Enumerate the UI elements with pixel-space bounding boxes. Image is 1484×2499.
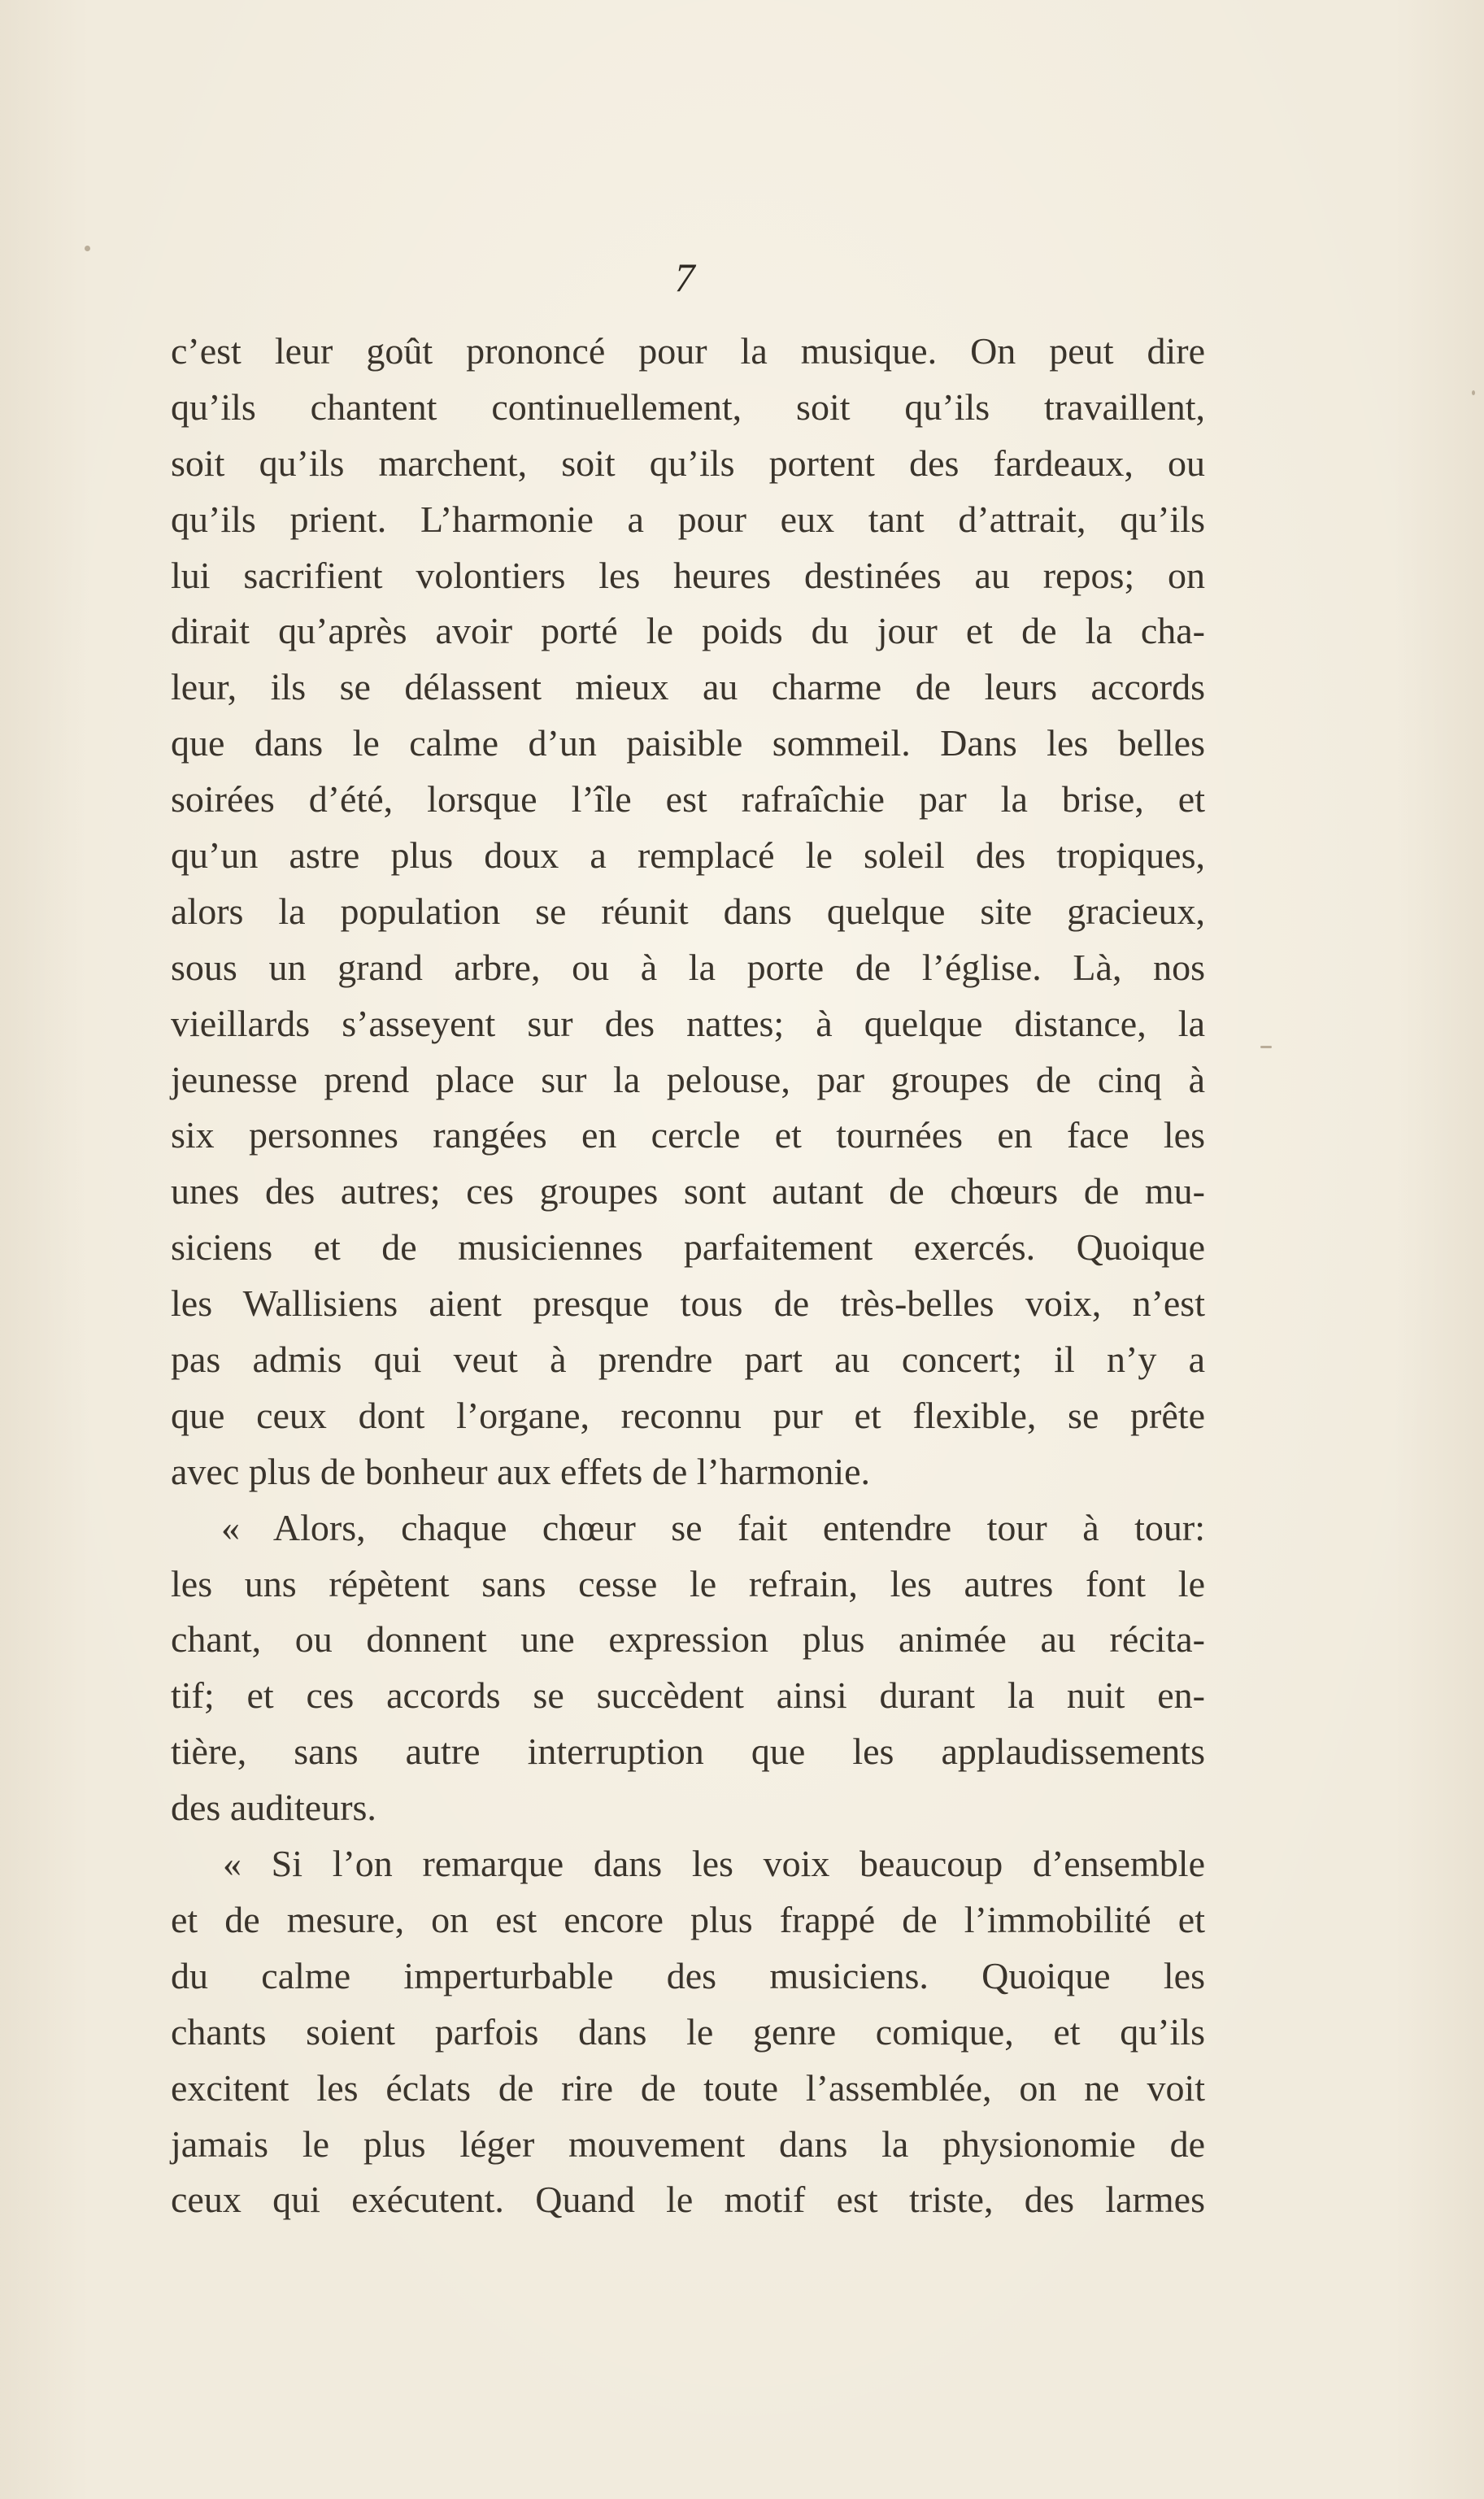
text-line: six personnes rangées en cercle et tournées en face les bbox=[171, 1114, 1205, 1156]
text-line: qu’un astre plus doux a remplacé le soleil des tropiques, bbox=[171, 834, 1205, 877]
text-line: jamais le plus léger mouvement dans la physionomie de bbox=[171, 2122, 1205, 2165]
text-line: c’est leur goût prononcé pour la musique. On peut dire bbox=[171, 330, 1205, 372]
text-line: tière, sans autre interruption que les applaudissements bbox=[171, 1731, 1205, 1773]
text-line: dirait qu’après avoir porté le poids du jour et de la cha- bbox=[171, 610, 1205, 652]
text-line: et de mesure, on est encore plus frappé de l’immobilité et bbox=[171, 1898, 1205, 1940]
text-line: alors la population se réunit dans quelque site gracieux, bbox=[171, 890, 1205, 932]
page-number: 7 bbox=[674, 255, 695, 300]
text-line: les Wallisiens aient presque tous de très-belles voix, n’est bbox=[171, 1282, 1205, 1325]
text-line: leur, ils se délassent mieux au charme de leurs accords bbox=[171, 666, 1205, 708]
text-line: soirées d’été, lorsque l’île est rafraîchie par la brise, et bbox=[171, 778, 1205, 821]
text-line: chant, ou donnent une expression plus animée au récita- bbox=[171, 1618, 1205, 1661]
paper-speck bbox=[1472, 390, 1475, 395]
text-line: qu’ils chantent continuellement, soit qu’ils travaillent, bbox=[171, 385, 1205, 428]
text-line: tif; et ces accords se succèdent ainsi durant la nuit en- bbox=[171, 1674, 1205, 1717]
text-line: ceux qui exécutent. Quand le motif est triste, des larmes bbox=[171, 2179, 1205, 2221]
text-line: du calme imperturbable des musiciens. Quoique les bbox=[171, 1954, 1205, 1996]
text-line: unes des autres; ces groupes sont autant de chœurs de mu- bbox=[171, 1170, 1205, 1212]
text-line: que ceux dont l’organe, reconnu pur et flexible, se prête bbox=[171, 1394, 1205, 1436]
text-line: soit qu’ils marchent, soit qu’ils portent des fardeaux, ou bbox=[171, 442, 1205, 484]
text-line: chants soient parfois dans le genre comique, et qu’ils bbox=[171, 2010, 1205, 2053]
text-line: pas admis qui veut à prendre part au concert; il n’y a bbox=[171, 1339, 1205, 1381]
text-line: sous un grand arbre, ou à la porte de l’église. Là, nos bbox=[171, 946, 1205, 988]
paragraph-start-line: « Alors, chaque chœur se fait entendre tour à tour: bbox=[221, 1506, 1205, 1548]
body-text bbox=[171, 324, 1205, 2228]
text-line: avec plus de bonheur aux effets de l’harmonie. bbox=[171, 1450, 871, 1492]
text-line: excitent les éclats de rire de toute l’assemblée, on ne voit bbox=[171, 2066, 1205, 2109]
text-line: siciens et de musiciennes parfaitement exercés. Quoique bbox=[171, 1226, 1205, 1269]
text-line: jeunesse prend place sur la pelouse, par groupes de cinq à bbox=[171, 1058, 1205, 1100]
text-line: lui sacrifient volontiers les heures destinées au repos; on bbox=[171, 554, 1205, 596]
text-line: des auditeurs. bbox=[171, 1787, 376, 1829]
text-line: vieillards s’asseyent sur des nattes; à quelque distance, la bbox=[171, 1002, 1205, 1044]
text-line: que dans le calme d’un paisible sommeil. Dans les belles bbox=[171, 722, 1205, 764]
text-line: qu’ils prient. L’harmonie a pour eux tant d’attrait, qu’ils bbox=[171, 498, 1205, 540]
paper-speck bbox=[85, 246, 90, 251]
text-line: les uns répètent sans cesse le refrain, les autres font le bbox=[171, 1562, 1205, 1604]
paper-speck bbox=[1260, 1046, 1272, 1048]
paragraph-start-line: « Si l’on remarque dans les voix beaucoup d’ensemble bbox=[223, 1843, 1205, 1885]
